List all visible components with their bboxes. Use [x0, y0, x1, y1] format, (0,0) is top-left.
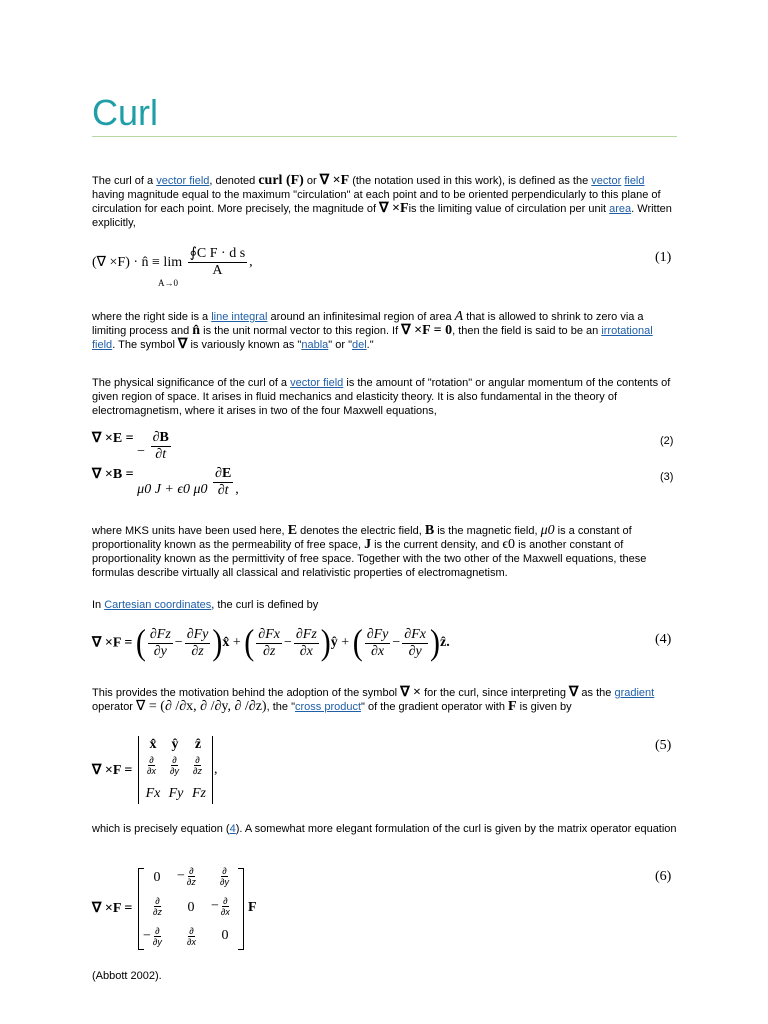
citation: (Abbott 2002). [92, 970, 162, 982]
paren-close: ) [320, 622, 331, 663]
eq2-number: (2) [660, 435, 674, 447]
eq5-cell: x̂ [149, 737, 157, 752]
eq6-entry [143, 926, 164, 947]
den: ∂x [147, 766, 156, 776]
num: ∂ [195, 755, 200, 765]
equation-3 [92, 466, 239, 499]
eq1-lhs: (∇ ×F) · n̂ ≡ lim [92, 255, 183, 270]
cross-product-link[interactable]: cross product [294, 701, 362, 713]
equation-2 [92, 430, 173, 463]
text: The curl of a [92, 175, 157, 187]
magnetic-field-symbol: B [424, 523, 435, 538]
partial [220, 896, 231, 917]
text: " of the gradient operator with [361, 701, 509, 713]
paragraph-cartesian [92, 598, 677, 612]
paren-close: ) [212, 622, 223, 663]
eq4-num: ∂Fx [258, 626, 280, 642]
minus: − [143, 928, 151, 944]
text: . The symbol [112, 339, 179, 351]
text: as the [578, 687, 615, 699]
unit-normal-symbol: n̂ [192, 323, 201, 338]
plus: + [229, 635, 245, 650]
eq5-cell: Fx [145, 786, 161, 801]
eq4-den: ∂x [370, 643, 385, 659]
del-link[interactable]: del [351, 339, 367, 351]
eq2-fraction [151, 430, 171, 463]
eq3-number: (3) [660, 471, 674, 483]
eq6-number: (6) [655, 869, 672, 884]
eq4-num: ∂Fz [295, 626, 317, 642]
num: ∂ [189, 926, 194, 936]
eq6-lhs: ∇ ×F = [92, 901, 133, 916]
eq4-frac [402, 627, 428, 660]
minus: − [177, 868, 185, 884]
eq4-frac [365, 627, 391, 660]
text: or [303, 175, 320, 187]
eq2-minus: − [137, 444, 146, 459]
eq5-tail: , [214, 762, 218, 777]
eq6-rhs: F [248, 900, 257, 915]
area-symbol: A [454, 309, 464, 324]
den: ∂z [186, 877, 196, 887]
eq3-denominator: ∂t [217, 483, 229, 498]
unit-vector-x: x̂ [222, 635, 230, 650]
den: ∂y [220, 877, 229, 887]
eq3-tail: , [235, 482, 239, 497]
text: . Written explicitly, [92, 203, 672, 229]
text: This provides the motivation behind the adoption of the symbol [92, 687, 401, 699]
cartesian-coordinates-link[interactable]: Cartesian coordinates [104, 599, 212, 611]
eq4-den: ∂z [191, 643, 204, 659]
text: is variously known as " [187, 339, 302, 351]
text: is a constant of proportionality known as the permeability of free space, [92, 525, 632, 551]
line-integral-link[interactable]: line integral [211, 311, 268, 323]
eps0-symbol: ϵ0 [502, 537, 516, 552]
num: ∂ [155, 926, 160, 936]
text: (the notation used in this work), is defined as the [349, 175, 592, 187]
text: " or " [328, 339, 352, 351]
partial [152, 926, 163, 947]
text: where the right side is a [92, 311, 212, 323]
vector-field-link-2a[interactable]: vector [591, 175, 622, 187]
text: , the curl is defined by [211, 599, 319, 611]
eq4-den: ∂x [299, 643, 313, 659]
eq2-lhs: ∇ ×E = [92, 431, 134, 446]
irrotational-field-link[interactable]: irrotational field [92, 325, 653, 351]
text: having magnitude equal to the maximum "circulation" at each point and to be oriented perpendicularly to this plane of circulation for each point. More precisely, the magnitude of [92, 189, 661, 215]
vector-field-link[interactable]: vector field [156, 175, 210, 187]
eq5-cell: Fy [168, 786, 184, 801]
text: denotes the electric field, [297, 525, 425, 537]
unit-vector-z: ẑ. [439, 635, 450, 650]
text: is the magnetic field, [434, 525, 541, 537]
nabla-symbol-2: ∇ [569, 685, 579, 700]
paragraph-line-integral [92, 310, 677, 352]
text: is the unit normal vector to this region. If [200, 325, 402, 337]
del-cross-f: ∇ ×F [319, 173, 350, 188]
equation-1 [92, 246, 253, 288]
eq1-lim-subscript: A→0 [158, 278, 178, 288]
eq6-zero: 0 [187, 900, 195, 915]
eq6-entry [211, 896, 232, 917]
paragraph-motivation [92, 686, 677, 714]
eq5-lhs: ∇ ×F = [92, 763, 133, 778]
eq2-denominator: ∂t [155, 447, 167, 462]
num: ∂ [172, 755, 177, 765]
text: ). A somewhat more elegant formulation of the curl is given by the matrix operator equation [235, 823, 677, 835]
minus: − [211, 898, 219, 914]
text: The physical significance of the curl of a [92, 377, 291, 389]
eq3-lhs: ∇ ×B = [92, 467, 134, 482]
eq1-number: (1) [655, 250, 672, 265]
eq6-zero: 0 [153, 870, 161, 885]
eq4-den: ∂y [153, 643, 167, 659]
f-symbol: F [508, 699, 517, 714]
vector-field-link-3[interactable]: vector field [290, 377, 344, 389]
eq5-partial [146, 755, 157, 776]
text: is the limiting value of circulation per unit [408, 203, 610, 215]
den: ∂y [170, 766, 179, 776]
eq6-bracket-right [238, 868, 244, 950]
text: around an infinitesimal region of area [267, 311, 455, 323]
eq4-den: ∂z [262, 643, 276, 659]
den: ∂x [220, 907, 230, 917]
mu0-symbol: μ0 [540, 523, 555, 538]
eq5-partial [192, 755, 203, 776]
eq6-entry [152, 896, 163, 917]
text: operator [92, 701, 137, 713]
paren-open: ( [352, 622, 363, 663]
eq3-term: μ0 J + ϵ0 μ0 [137, 482, 208, 497]
gradient-operator: ∇ = (∂ /∂x, ∂ /∂y, ∂ /∂z) [136, 699, 267, 714]
eq4-num: ∂Fx [404, 626, 426, 642]
plus: + [337, 635, 353, 650]
text: is the amount of "rotation" or angular momentum of the contents of given region of space. It arises in fluid mechanics and elasticity theory. It is also fundamental in the theory of electromagnetism, where it arises in two of the four Maxwell equations, [92, 377, 671, 417]
num: ∂ [149, 755, 154, 765]
text: is the current density, and [371, 539, 503, 551]
eq2-numerator: ∂B [152, 430, 169, 445]
area-link[interactable]: area [609, 203, 632, 215]
text: ." [366, 339, 374, 351]
text: where MKS units have been used here, [92, 525, 288, 537]
eq4-lhs: ∇ ×F = [92, 635, 133, 651]
eq4-frac [148, 627, 173, 660]
current-density-symbol: J [364, 537, 372, 552]
eq4-frac [294, 627, 319, 660]
minus: − [174, 635, 183, 650]
unit-vector-y: ŷ [330, 635, 338, 650]
eq5-cell: ẑ [194, 737, 202, 752]
text: , denoted [209, 175, 259, 187]
text: , the " [266, 701, 295, 713]
equation-4-link[interactable]: 4 [229, 823, 236, 835]
eq4-num: ∂Fz [149, 626, 171, 642]
minus: − [283, 635, 292, 650]
text: In [92, 599, 105, 611]
den: ∂z [193, 766, 202, 776]
del-cross-symbol: ∇ × [400, 685, 422, 700]
text: for the curl, since interpreting [421, 687, 569, 699]
text: , then the field is said to be an [452, 325, 602, 337]
eq1-tail: , [249, 254, 253, 270]
nabla-link[interactable]: nabla [301, 339, 329, 351]
paragraph-definition [92, 174, 677, 230]
eq5-number: (5) [655, 738, 672, 753]
eq1-denominator: A [212, 263, 223, 278]
text: is another constant of proportionality known as the permittivity of free space. Together with the two other of the Maxwell equations, these formulas describe virtually all classical and relativistic properties of electromagnetism. [92, 539, 647, 579]
paragraph-matrix-intro [92, 822, 677, 836]
eq4-frac [256, 627, 282, 660]
num: ∂ [223, 896, 228, 906]
eq6-entry [186, 926, 197, 947]
eq6-entry [219, 866, 230, 887]
eq5-cell: Fz [192, 786, 206, 801]
gradient-link[interactable]: gradient [614, 687, 655, 699]
irrotational-condition: ∇ ×F = 0 [401, 323, 453, 338]
paragraph-physical-significance [92, 376, 677, 418]
den: ∂z [153, 907, 162, 917]
curl-notation: curl (F) [258, 173, 304, 188]
minus: − [392, 635, 401, 650]
den: ∂y [152, 937, 162, 947]
eq6-zero: 0 [221, 928, 229, 943]
text: that is allowed to shrink to zero via a limiting process and [92, 311, 644, 337]
text: which is precisely equation ( [92, 823, 230, 835]
eq5-partial [169, 755, 180, 776]
num: ∂ [222, 866, 227, 876]
eq3-numerator: ∂E [215, 466, 232, 481]
eq4-number: (4) [655, 632, 672, 647]
den: ∂x [187, 937, 196, 947]
num: ∂ [155, 896, 160, 906]
page-title: Curl [92, 92, 159, 133]
eq5-cell: ŷ [171, 737, 179, 752]
eq4-num: ∂Fy [186, 626, 209, 642]
eq4-den: ∂y [408, 643, 422, 659]
eq4-num: ∂Fy [366, 626, 389, 642]
eq1-numerator: ∮C F · d s [189, 246, 246, 261]
eq6-entry [177, 866, 198, 887]
partial [186, 866, 197, 887]
paren-open: ( [244, 622, 255, 663]
vector-field-link-2b[interactable]: field [624, 175, 645, 187]
nabla-symbol: ∇ [178, 337, 188, 352]
electric-field-symbol: E [287, 523, 298, 538]
equation-4 [92, 622, 450, 663]
eq4-frac [185, 627, 211, 660]
eq3-fraction [213, 466, 233, 499]
eq1-fraction [188, 246, 248, 279]
del-cross-f-2: ∇ ×F [379, 201, 409, 216]
text: is given by [516, 701, 572, 713]
paren-close: ) [429, 622, 440, 663]
num: ∂ [189, 866, 194, 876]
title-rule [92, 136, 677, 137]
paren-open: ( [135, 622, 146, 663]
paragraph-mks-units [92, 524, 677, 580]
